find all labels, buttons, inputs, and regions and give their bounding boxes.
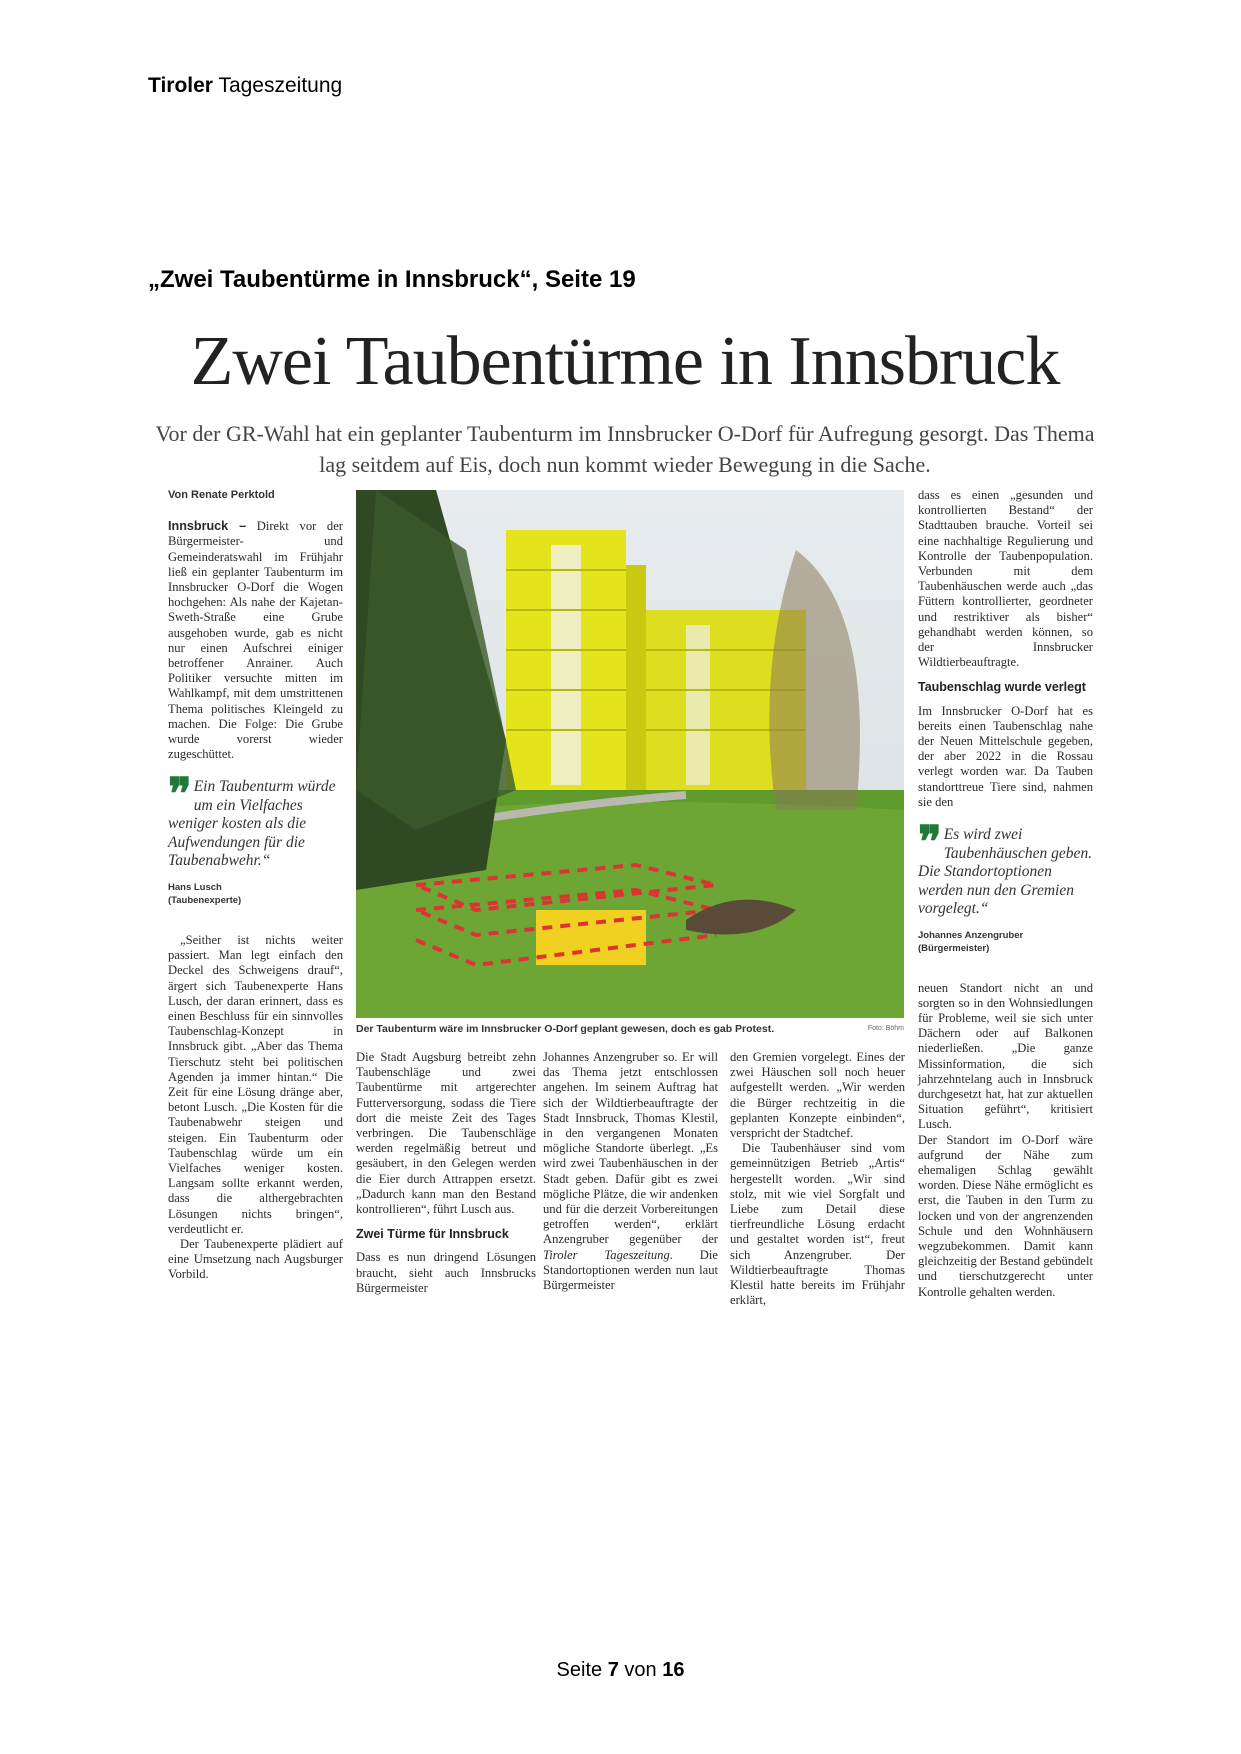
paragraph: neuen Standort nicht an und sorgten so in den Wohnsiedlungen für Probleme, weil sie sich unter Dächern oder auf Balkonen niederließen. „Die ganze Missinformation, die sich jahrzehntelang auch in Innsbruck durchgesetzt hat, hat zur aktuellen Situation geführt“, kritisiert Lusch.	[918, 980, 1093, 1132]
paragraph: „Seither ist nichts weiter passiert. Man legt einfach den Deckel des Schweigens drauf“, ärgert sich Taubenexperte Hans Lusch, der daran erinnert, dass es einen Beschluss für ein sinnvolles Taubenschlag-Konzept in Innsbruck gibt. „Aber das Thema Tierschutz steht bei politischen Agenden ja immer hintan.“ Die Zeit für eine Lösung dränge aber, betont Lusch. „Die Kosten für die Taubenabwehr steigen und steigen. Ein Taubenturm oder Taubenschlag würde um ein Vielfaches weniger kosten. Langsam sollte erkannt werden, dass die althergebrachten Lösungen nichts bringen“, verdeutlicht er.	[168, 932, 343, 1236]
footer-of: von	[624, 1659, 657, 1681]
paragraph: Im Innsbrucker O-Dorf hat es bereits einen Taubenschlag nahe der Neuen Mittelschule gegeben, der aber 2022 in die Rossau verlegt worden war. Da Tauben standorttreue Tiere sind, nahmen sie den	[918, 703, 1093, 809]
column-4	[730, 1050, 905, 1308]
photo-credit: Foto: Böhm	[867, 1025, 904, 1032]
paragraph-text: Johannes Anzengruber so. Er will das Thema jetzt entschlossen angehen. Im seinem Auftrag hat sich der Wildtierbeauftragte der Stadt Innsbruck, Thomas Klestil, in den vergangenen Monaten mögliche Standorte überlegt. „Es wird zwei Taubenhäuschen in der Stadt geben. Dafür gibt es zwei mögliche Plätze, die wir andenken und für die derzeit Vorbereitungen getroffen werden“, erklärt Anzengruber gegenüber der	[543, 1050, 718, 1247]
article-photo	[356, 490, 904, 1018]
quote-text: Es wird zwei Taubenhäuschen geben. Die Standortoptionen werden nun den Gremien vorgelegt.“	[918, 826, 1093, 918]
publication-header	[148, 74, 342, 98]
page-footer	[0, 1659, 1241, 1682]
quote-author-role: (Bürgermeister)	[918, 942, 990, 954]
caption-text: Der Taubenturm wäre im Innsbrucker O-Dorf geplant gewesen, doch es gab Protest.	[356, 1023, 775, 1035]
subheading: Zwei Türme für Innsbruck	[356, 1227, 509, 1242]
paragraph: Der Taubenexperte plädiert auf eine Umsetzung nach Augsburger Vorbild.	[168, 1237, 343, 1282]
brand-rest: Tageszeitung	[218, 74, 343, 97]
article-headline: Zwei Taubentürme in Innsbruck	[190, 323, 1060, 400]
quote-mark-icon: ❞	[918, 818, 938, 868]
quote-author-name: Hans Lusch	[168, 881, 222, 893]
article-subtitle: Vor der GR-Wahl hat ein geplanter Taubenturm im Innsbrucker O-Dorf für Aufregung gesorgt. Das Thema lag seitdem auf Eis, doch nun kommt wieder Bewegung in die Sache.	[155, 421, 1095, 477]
paragraph	[543, 1050, 718, 1293]
paragraph: den Gremien vorgelegt. Eines der zwei Häuschen soll noch heuer aufgestellt werden. „Wir werden die Bürger rechtzeitig in die geplanten Konzepte einbinden“, verspricht der Stadtchef.	[730, 1050, 905, 1141]
paragraph: dass es einen „gesunden und kontrollierten Bestand“ der Stadttauben brauche. Vorteil sei eine nachhaltige Regulierung und Kontrolle der Taubenpopulation. Verbunden mit dem Taubenhäuschen werde auch „das Füttern kontrollierter, geordneter und restriktiver als bisher“ gehandhabt werden können, so der Innsbrucker Wildtierbeauftragte.	[918, 488, 1093, 670]
pull-quote	[168, 770, 343, 907]
paragraph: Dass es nun dringend Lösungen braucht, sieht auch Innsbrucks Bürgermeister	[356, 1250, 536, 1295]
quote-author	[168, 881, 343, 907]
paragraph: Die Taubenhäuser sind vom gemeinnützigen Betrieb „Artis“ hergestellt worden. „Wir sind stolz, mit wie viel Sorgfalt und Liebe zum Detail diese tierfreundliche Lösung erdacht und gestaltet worden ist“, freut sich Anzengruber. Der Wildtierbeauftragte Thomas Klestil hatte bereits im Frühjahr erklärt,	[730, 1141, 905, 1308]
column-3	[543, 1050, 718, 1293]
byline: Von Renate Perktold	[168, 489, 275, 501]
quote-author-role: (Taubenexperte)	[168, 894, 242, 906]
brand-bold: Tiroler	[148, 74, 213, 97]
paragraph-text: . Die Standortoptionen werden nun laut Bürgermeister	[543, 1247, 718, 1293]
section-title: „Zwei Taubentürme in Innsbruck“, Seite 19	[148, 266, 636, 293]
pull-quote	[918, 818, 1093, 955]
column-2	[356, 1050, 536, 1296]
newspaper-name: Tiroler Tageszeitung	[543, 1247, 670, 1262]
paragraph: Die Stadt Augsburg betreibt zehn Taubenschläge und zwei Taubentürme mit artgerechter Futterversorgung, sodass die Tiere dort die meiste Zeit des Tages verbringen. Die Taubenschläge werden regelmäßig betreut und gesäubert, in den Gelegen werden die Eier durch Attrappen ersetzt. „Dadurch kann man den Bestand kontrollieren“, führt Lusch aus.	[356, 1050, 536, 1217]
column-1	[168, 488, 343, 1283]
quote-text: Ein Taubenturm würde um ein Vielfaches weniger kosten als die Aufwendungen für die Taubenabwehr.“	[168, 778, 336, 870]
column-5	[918, 488, 1093, 1300]
photo-caption	[356, 1023, 904, 1035]
footer-prefix: Seite	[556, 1659, 603, 1681]
paragraph	[168, 519, 343, 762]
quote-mark-icon: ❞	[168, 770, 188, 820]
total-pages: 16	[662, 1659, 685, 1681]
paragraph: Der Standort im O-Dorf wäre aufgrund der Nähe zum ehemaligen Schlag gewählt worden. Diese Nähe ermöglicht es erst, die Tauben in den Turm zu locken und von der angrenzenden Schule und den Wohnhäusern wegzubekommen. Damit kann gleichzeitig der Bestand gebündelt und tierschutzgerecht unter Kontrolle gehalten werden.	[918, 1132, 1093, 1299]
paragraph-text: Direkt vor der Bürgermeister- und Gemeinderatswahl im Frühjahr ließ ein geplanter Taubenturm im Innsbrucker O-Dorf die Wogen hochgehen: Als nahe der Kajetan-Sweth-Straße eine Grube ausgehoben wurde, gab es nicht nur einen Aufschrei einiger betroffener Anrainer. Auch Politiker versuchte mitten im Wahlkampf, mit dem umstrittenen Thema politisches Kleingeld zu machen. Die Folge: Die Grube wurde vorerst wieder zugeschüttet.	[168, 519, 343, 762]
subheading: Taubenschlag wurde verlegt	[918, 680, 1086, 695]
quote-author-name: Johannes Anzengruber	[918, 929, 1024, 941]
quote-author	[918, 929, 1093, 955]
dateline: Innsbruck –	[168, 519, 247, 534]
current-page: 7	[607, 1659, 619, 1681]
